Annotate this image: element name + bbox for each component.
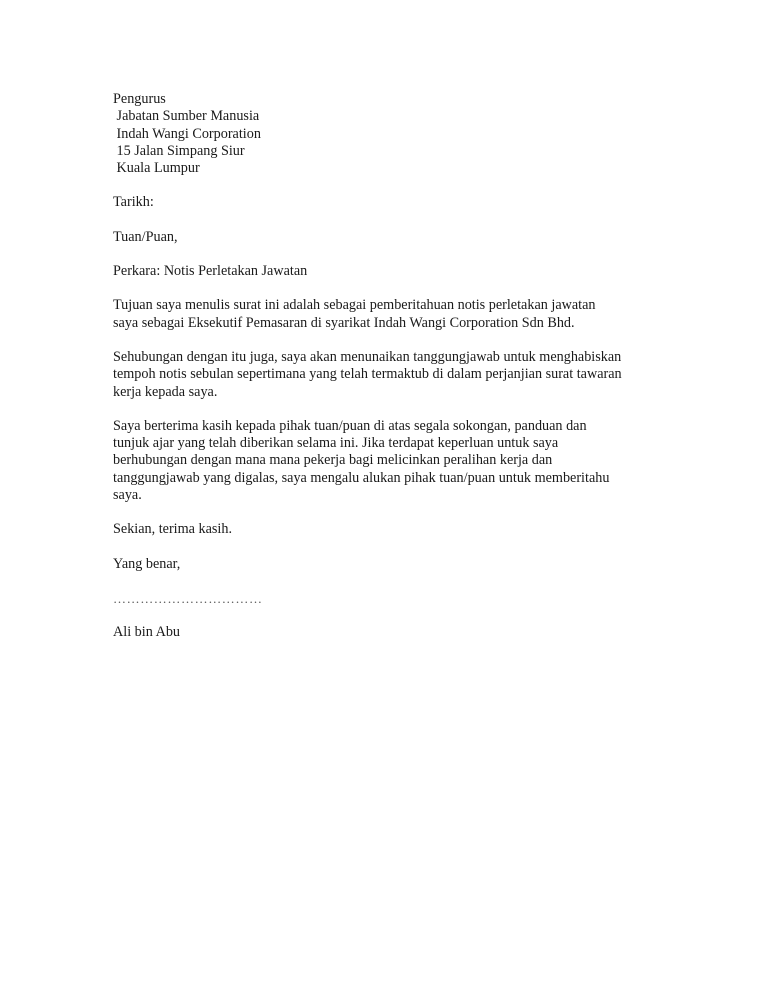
address-line: Pengurus	[113, 91, 166, 107]
closing-line: Sekian, terima kasih.	[113, 521, 232, 538]
address-line: 15 Jalan Simpang Siur	[113, 142, 245, 159]
signoff: Yang benar,	[113, 555, 181, 572]
paragraph-line: tempoh notis sebulan sepertimana yang telah termaktub di dalam perjanjian surat tawaran	[113, 366, 622, 383]
signature-line: ……………………………	[113, 590, 263, 606]
salutation: Tuan/Puan,	[113, 228, 178, 245]
paragraph-line: kerja kepada saya.	[113, 383, 218, 400]
paragraph-line: tunjuk ajar yang telah diberikan selama ini. Jika terdapat keperluan untuk saya	[113, 435, 559, 452]
paragraph-line: Saya berterima kasih kepada pihak tuan/puan di atas segala sokongan, panduan dan	[113, 417, 587, 434]
paragraph-1	[113, 297, 653, 332]
paragraph-line: tanggungjawab yang digalas, saya mengalu alukan pihak tuan/puan untuk memberitahu	[113, 469, 610, 486]
paragraph-line: Sehubungan dengan itu juga, saya akan menunaikan tanggungjawab untuk menghabiskan	[113, 348, 622, 365]
address-line: Jabatan Sumber Manusia	[113, 108, 260, 125]
subject-line: Perkara: Notis Perletakan Jawatan	[113, 263, 308, 280]
paragraph-line: saya.	[113, 487, 142, 504]
recipient-address	[113, 91, 653, 177]
address-line: Kuala Lumpur	[113, 160, 200, 177]
paragraph-2	[113, 349, 653, 401]
paragraph-line: Tujuan saya menulis surat ini adalah sebagai pemberitahuan notis perletakan jawatan	[113, 297, 596, 314]
letter-body	[113, 91, 653, 642]
signatory-name: Ali bin Abu	[113, 624, 181, 641]
paragraph-3	[113, 418, 653, 504]
paragraph-line: saya sebagai Eksekutif Pemasaran di syarikat Indah Wangi Corporation Sdn Bhd.	[113, 314, 575, 331]
paragraph-line: berhubungan dengan mana mana pekerja bagi melicinkan peralihan kerja dan	[113, 452, 553, 469]
date-label: Tarikh:	[113, 194, 154, 211]
address-line: Indah Wangi Corporation	[113, 125, 261, 142]
